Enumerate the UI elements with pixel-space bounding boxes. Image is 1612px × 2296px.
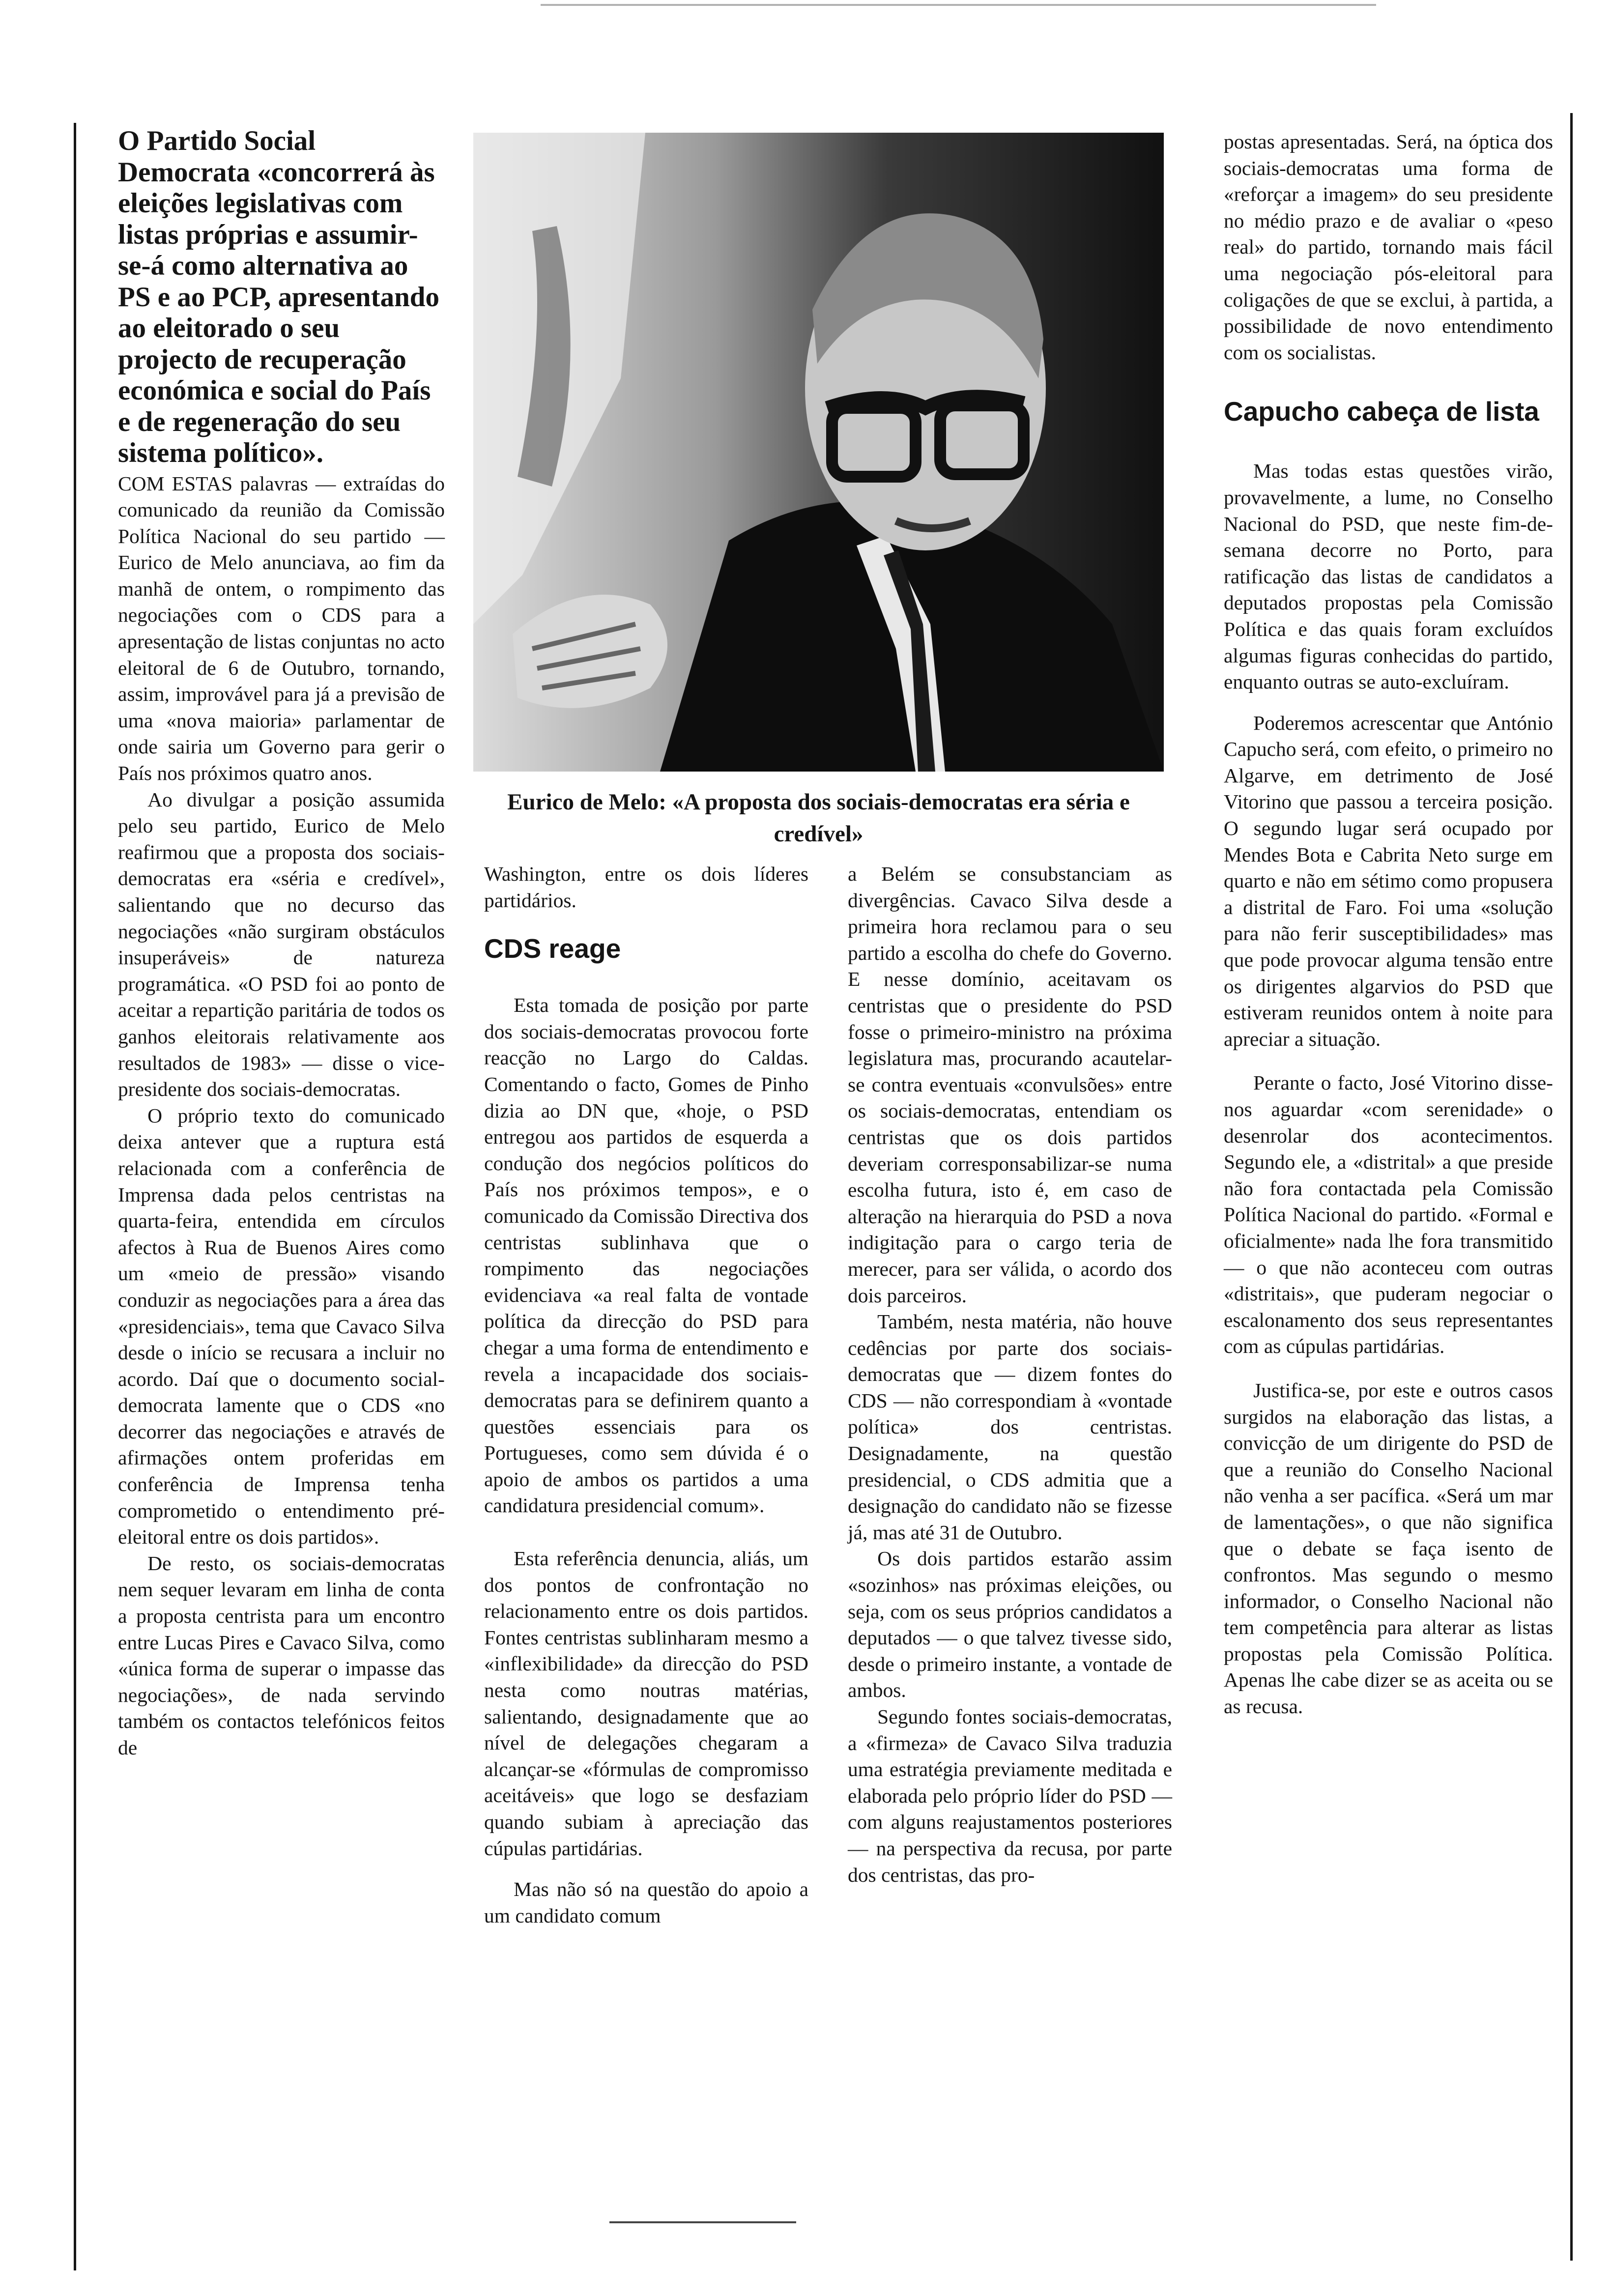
section-heading-capucho: Capucho cabeça de lista — [1224, 396, 1539, 427]
col2-continuation: Washington, entre os dois líderes partidários. — [484, 862, 808, 912]
col2-paragraph-3: Mas não só na questão do apoio a um candidato comum — [484, 1878, 808, 1927]
col1-paragraph-1: COM ESTAS palavras — extraídas do comunicado da reunião da Comissão Política Nacional do seu partido — Eurico de Melo anunciava, ao fim da manhã de ontem, o rompimento das negociações com o CDS para a apresentação de listas conjuntas no acto eleitoral de 6 de Outubro, tornando, assim, improvável para já a previsão de uma «nova maioria» parlamentar de onde sairia um Governo para gerir o País nos próximos quatro anos. — [118, 472, 445, 785]
col4-paragraph-1: Mas todas estas questões virão, provavelmente, a lume, no Conselho Nacional do PSD, que neste fim-de-semana decorre no Porto, para ratificação das listas de candidatos a deputados propostas pela Comissão Política e das quais foram excluídos algumas figuras conhecidas do partido, enquanto outras se auto-excluíram. — [1224, 459, 1553, 693]
col3-paragraph-2: Também, nesta matéria, não houve cedências por parte dos sociais-democratas que — dizem fontes do CDS — não correspondiam à «vontade política» dos centristas. Designadamente, na questão presidencial, o CDS admitia que a designação do candidato não se fizesse já, mas até 31 de Outubro. — [848, 1310, 1172, 1544]
photo-caption: Eurico de Melo: «A proposta dos sociais-democratas era séria e credível» — [507, 789, 1130, 847]
col4-continuation: postas apresentadas. Será, na óptica dos sociais-democratas uma forma de «reforçar a imagem» do seu presidente no médio prazo e de avaliar o «peso real» do partido, tornando mais fácil uma negociação pós-eleitoral para coligações de que se exclui, à partida, a possibilidade de novo entendimento com os socialistas. — [1224, 130, 1553, 364]
col1-paragraph-4: De resto, os sociais-democratas nem sequer levaram em linha de conta a proposta centrista para um encontro entre Lucas Pires e Cavaco Silva, como «única forma de superar o impasse das negociações», de nada servindo também os contactos telefónicos feitos de — [118, 1551, 445, 1759]
article-lead: O Partido Social Democrata «concorrerá às eleições legislativas com listas próprias e assumir-se-á como alternativa ao PS e ao PCP, apresentando ao eleitorado o seu projecto de recuperação económica e social do País e de regeneração do seu sistema político». — [118, 125, 439, 468]
col4-paragraph-2: Poderemos acrescentar que António Capucho será, com efeito, o primeiro no Algarve, em detrimento de José Vitorino que passou a terceira posição. O segundo lugar será ocupado por Mendes Bota e Cabrita Neto surge em quarto e não em sétimo como propusera a distrital de Faro. Foi uma «solução para não ferir susceptibilidades» mas que pode provocar alguma tensão entre os dirigentes algarvios do PSD que estiveram reunidos ontem à noite para apreciar a situação. — [1224, 711, 1553, 1050]
col1-paragraph-2: Ao divulgar a posição assumida pelo seu partido, Eurico de Melo reafirmou que a proposta dos sociais-democratas era «séria e credível», salientando que no decurso das negociações «não surgiram obstáculos insuperáveis» de natureza programática. «O PSD foi ao ponto de aceitar a repartição paritária de todos os ganhos eleitorais relativamente aos resultados de 1983» — disse o vice-presidente dos sociais-democratas. — [118, 788, 445, 1101]
column-2 — [484, 861, 808, 1929]
column-3 — [848, 861, 1172, 1888]
top-edge-rule — [541, 4, 1376, 6]
bottom-rule — [609, 2221, 796, 2223]
column-1 — [118, 125, 445, 1761]
col2-paragraph-2: Esta referência denuncia, aliás, um dos pontos de confrontação no relacionamento entre os dois partidos. Fontes centristas sublinharam mesmo a «inflexibilidade» da direcção do PSD nesta como noutras matérias, salientando, designadamente que ao nível de delegações chegaram a alcançar-se «fórmulas de compromisso aceitáveis» que logo se desfaziam quando subiam à apreciação das cúpulas partidárias. — [484, 1547, 808, 1860]
col3-paragraph-4: Segundo fontes sociais-democratas, a «firmeza» de Cavaco Silva traduzia uma estratégia previamente meditada e elaborada pelo próprio líder do PSD — com alguns reajustamentos posteriores — na perspectiva da recusa, por parte dos centristas, das pro- — [848, 1705, 1172, 1886]
col1-paragraph-3: O próprio texto do comunicado deixa antever que a ruptura está relacionada com a conferência de Imprensa dada pelos centristas na quarta-feira, entendida em círculos afectos à Rua de Buenos Aires como um «meio de pressão» visando conduzir as negociações para a área das «presidenciais», tema que Cavaco Silva desde o início se recusara a incluir no acordo. Daí que o documento social-democrata lamente que o CDS «no decorrer das negociações e através de afirmações ontem proferidas em conferência de Imprensa tenha comprometido o entendimento pré-eleitoral entre os dois partidos». — [118, 1104, 445, 1549]
column-4 — [1224, 129, 1553, 1720]
col4-paragraph-3: Perante o facto, José Vitorino disse-nos aguardar «com serenidade» o desenrolar dos acontecimentos. Segundo ele, a «distrital» a que preside não fora contactada pela Comissão Política Nacional do partido. «Formal e oficialmente» nada lhe fora transmitido — o que não aconteceu com outras «distritais», que puderam negociar o escalonamento dos seus representantes com as cúpulas partidárias. — [1224, 1071, 1553, 1358]
section-heading-cds-reage: CDS reage — [484, 933, 621, 964]
col3-paragraph-1: a Belém se consubstanciam as divergências. Cavaco Silva desde a primeira hora reclamou para o seu partido a escolha do chefe do Governo. E nesse domínio, aceitavam os centristas que o presidente do PSD fosse o primeiro-ministro na próxima legislatura mas, procurando acautelar-se contra eventuais «convulsões» entre os sociais-democratas, entendiam os centristas que os dois partidos deveriam corresponsabilizar-se numa escolha futura, isto é, em caso de alteração na hierarquia do PSD a nova indigitação para o cargo teria de merecer, para ser válida, o acordo dos dois parceiros. — [848, 862, 1172, 1307]
col2-paragraph-1: Esta tomada de posição por parte dos sociais-democratas provocou forte reacção no Largo do Caldas. Comentando o facto, Gomes de Pinho dizia ao DN que, «hoje, o PSD entregou aos partidos de esquerda a condução dos negócios políticos do País nos próximos tempos», e o comunicado da Comissão Directiva dos centristas sublinhava que o rompimento das negociações evidenciava «a real falta de vontade política da direcção do PSD para chegar a uma forma de entendimento e revela a incapacidade dos sociais-democratas para se definirem quanto a questões essenciais para os Portugueses, como sem dúvida é o apoio de ambos os partidos a uma candidatura presidencial comum». — [484, 994, 808, 1517]
col4-paragraph-4: Justifica-se, por este e outros casos surgidos na elaboração das listas, a convicção de um dirigente do PSD de que a reunião do Conselho Nacional não venha a ser pacífica. «Será um mar de lamentações», o que não significa que o debate se faça isento de confrontos. Mas segundo o mesmo informador, o Conselho Nacional não tem competência para alterar as listas propostas pela Comissão Política. Apenas lhe cabe dizer se as aceita ou se as recusa. — [1224, 1378, 1553, 1718]
column-rule-right — [1570, 113, 1573, 2261]
column-rule-left — [74, 123, 76, 2270]
col3-paragraph-3: Os dois partidos estarão assim «sozinhos» nas próximas eleições, ou seja, com os seus próprios candidatos a deputados — o que talvez tivesse sido, desde o primeiro instante, a vontade de ambos. — [848, 1547, 1172, 1702]
portrait-photo — [473, 133, 1164, 772]
